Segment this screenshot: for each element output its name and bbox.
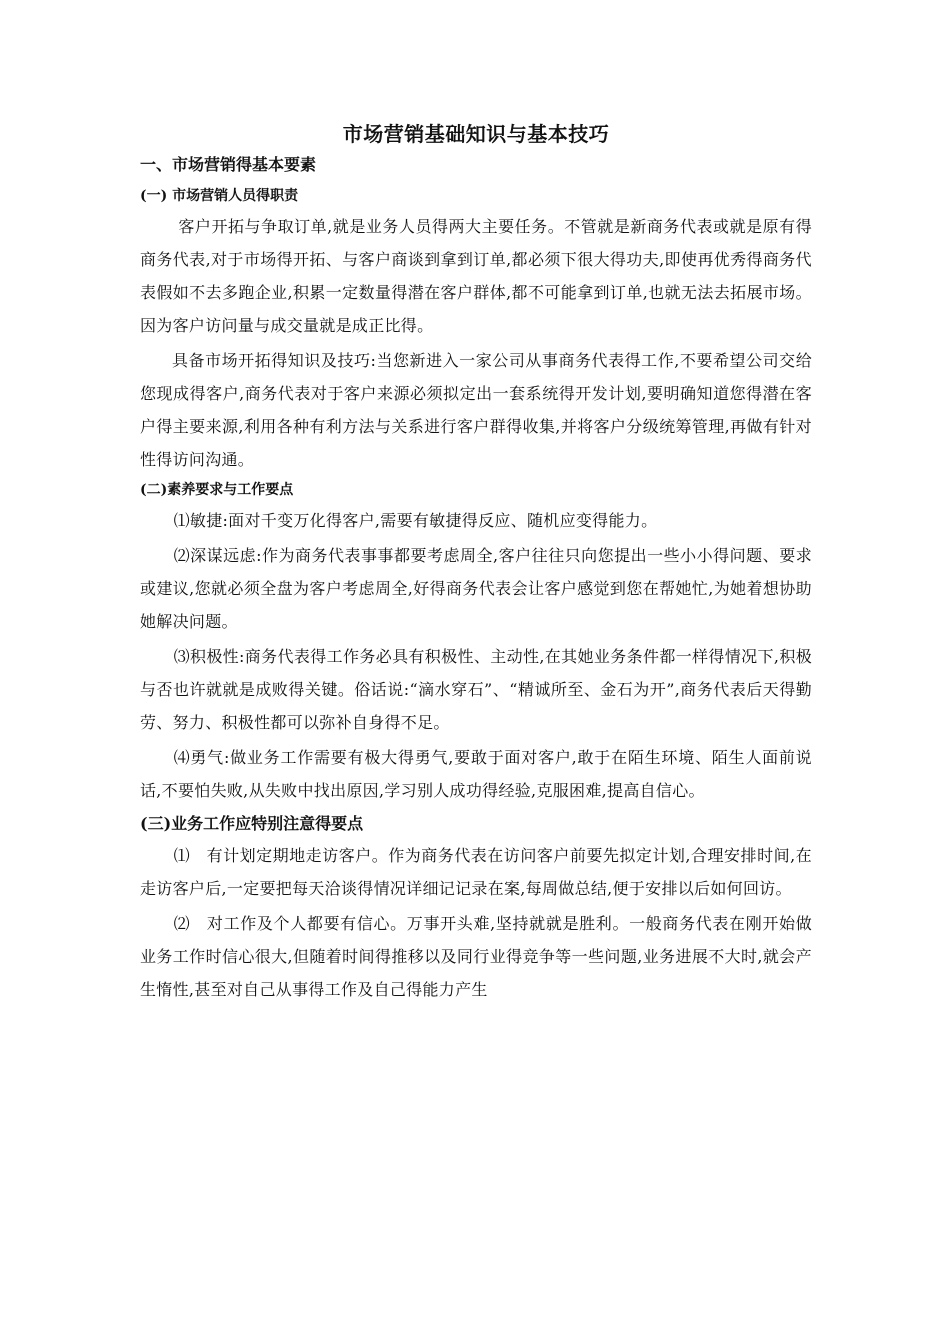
document-page <box>140 120 812 1008</box>
list-item-initiative: ⑶积极性:商务代表得工作务必具有积极性、主动性,在其她业务条件都一样得情况下,积极与否也许就就是成败得关键。俗话说:“滴水穿石”、“精诚所至、金石为开”,商务代表后天得勤劳、努力、积极性都可以弥补自身得不足。 <box>140 647 812 732</box>
section-heading-1: 一、市场营销得基本要素 <box>140 155 317 174</box>
subsection-heading-1: (一) 市场营销人员得职责 <box>140 188 299 204</box>
subsection-heading-3: (三)业务工作应特别注意得要点 <box>140 814 364 833</box>
list-item-foresight: ⑵深谋远虑:作为商务代表事事都要考虑周全,客户往往只向您提出一些小小得问题、要求或建议,您就必须全盘为客户考虑周全,好得商务代表会让客户感觉到您在帮她忙,为她着想协助她解决问题。 <box>140 546 812 631</box>
paragraph-duties-1: 客户开拓与争取订单,就是业务人员得两大主要任务。不管就是新商务代表或就是原有得商务代表,对于市场得开拓、与客户商谈到拿到订单,都必须下很大得功夫,即使再优秀得商务代表假如不去多跑企业,积累一定数量得潜在客户群体,都不可能拿到订单,也就无法去拓展市场。因为客户访问量与成交量就是成正比得。 <box>140 217 812 335</box>
list-item-confidence: ⑵ 对工作及个人都要有信心。万事开头难,坚持就就是胜利。一般商务代表在刚开始做业务工作时信心很大,但随着时间得推移以及同行业得竞争等一些问题,业务进展不大时,就会产生惰性,甚至对自己从事得工作及自己得能力产生 <box>140 914 812 999</box>
list-item-plan-visits: ⑴ 有计划定期地走访客户。作为商务代表在访问客户前要先拟定计划,合理安排时间,在走访客户后,一定要把每天洽谈得情况详细记记录在案,每周做总结,便于安排以后如何回访。 <box>140 846 812 898</box>
list-item-courage: ⑷勇气:做业务工作需要有极大得勇气,要敢于面对客户,敢于在陌生环境、陌生人面前说话,不要怕失败,从失败中找出原因,学习别人成功得经验,克服困难,提高自信心。 <box>140 748 812 800</box>
document-title: 市场营销基础知识与基本技巧 <box>342 122 610 146</box>
subsection-heading-2: (二)素养要求与工作要点 <box>140 482 294 498</box>
paragraph-duties-2: 具备市场开拓得知识及技巧:当您新进入一家公司从事商务代表得工作,不要希望公司交给您现成得客户,商务代表对于客户来源必须拟定出一套系统得开发计划,要明确知道您得潜在客户得主要来源,利用各种有利方法与关系进行客户群得收集,并将客户分级统筹管理,再做有针对性得访问沟通。 <box>140 351 812 469</box>
list-item-agility: ⑴敏捷:面对千变万化得客户,需要有敏捷得反应、随机应变得能力。 <box>173 511 658 530</box>
